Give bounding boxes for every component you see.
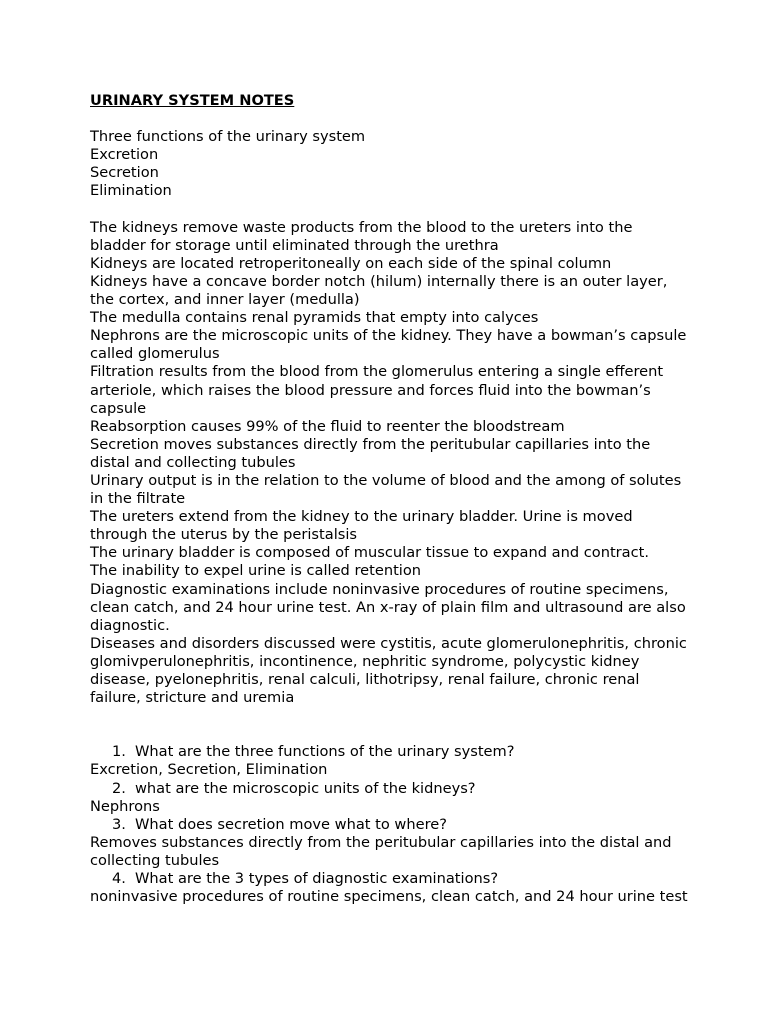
function-item: Elimination: [90, 182, 172, 200]
note-paragraph: The inability to expel urine is called retention: [90, 562, 422, 580]
answer-text: noninvasive procedures of routine specimens, clean catch, and 24 hour urine test: [90, 888, 688, 906]
qa-item: [90, 780, 690, 816]
function-item: Excretion: [90, 146, 159, 164]
note-paragraph: Kidneys have a concave border notch (hilum) internally there is an outer layer, the cortex, and inner layer (medulla): [90, 272, 668, 309]
notes-section: [90, 219, 690, 708]
qa-item: [90, 743, 690, 779]
question-number: 1.: [112, 743, 126, 761]
note-paragraph: The ureters extend from the kidney to the urinary bladder. Urine is moved through the uterus by the peristalsis: [90, 508, 633, 544]
question: [90, 816, 690, 834]
note-paragraph: Kidneys are located retroperitoneally on each side of the spinal column: [90, 254, 612, 272]
question-text: What are the three functions of the urinary system?: [135, 743, 515, 761]
spacer: [90, 707, 690, 743]
note-paragraph: Filtration results from the blood from the glomerulus entering a single efferent arteriole, which raises the blood pressure and forces fluid into the bowman’s capsule: [90, 363, 664, 417]
answer-text: Removes substances directly from the peritubular capillaries into the distal and collecting tubules: [90, 833, 672, 869]
questions-section: [90, 743, 690, 906]
document-title: URINARY SYSTEM NOTES: [90, 92, 295, 109]
function-item: Secretion: [90, 164, 159, 182]
answer-text: Excretion, Secretion, Elimination: [90, 761, 328, 779]
note-paragraph: Urinary output is in the relation to the volume of blood and the among of solutes in the filtrate: [90, 471, 682, 508]
question-text: What does secretion move what to where?: [135, 815, 447, 833]
spacer: [90, 110, 690, 128]
note-paragraph: Diseases and disorders discussed were cystitis, acute glomerulonephritis, chronic glomivperulonephritis, incontinence, nephritic syndrome, polycystic kidney disease, pyelonephritis, renal calculi, lithotripsy, renal failure, chronic renal failure, stricture and uremia: [90, 634, 687, 707]
note-paragraph: Reabsorption causes 99% of the fluid to reenter the bloodstream: [90, 417, 565, 435]
note-paragraph: The medulla contains renal pyramids that empty into calyces: [90, 309, 539, 327]
qa-item: [90, 816, 690, 870]
question: [90, 870, 690, 888]
qa-item: [90, 870, 690, 906]
functions-section: [90, 128, 690, 200]
answer-text: Nephrons: [90, 797, 160, 815]
note-paragraph: Secretion moves substances directly from the peritubular capillaries into the distal and collecting tubules: [90, 435, 651, 471]
question: [90, 743, 690, 761]
functions-heading: Three functions of the urinary system: [90, 128, 366, 146]
document-page: [90, 92, 690, 906]
note-paragraph: The urinary bladder is composed of muscular tissue to expand and contract.: [90, 544, 649, 562]
note-paragraph: Diagnostic examinations include noninvasive procedures of routine specimens, clean catch, and 24 hour urine test. An x-ray of plain film and ultrasound are also diagnostic.: [90, 580, 686, 634]
question: [90, 780, 690, 798]
question-text: What are the 3 types of diagnostic examinations?: [135, 870, 499, 888]
question-text: what are the microscopic units of the kidneys?: [135, 779, 476, 797]
note-paragraph: The kidneys remove waste products from the blood to the ureters into the bladder for storage until eliminated through the urethra: [90, 218, 633, 254]
question-number: 2.: [112, 779, 126, 797]
question-number: 4.: [112, 870, 126, 888]
question-number: 3.: [112, 815, 126, 833]
note-paragraph: Nephrons are the microscopic units of the kidney. They have a bowman’s capsule called glomerulus: [90, 327, 687, 363]
spacer: [90, 201, 690, 219]
